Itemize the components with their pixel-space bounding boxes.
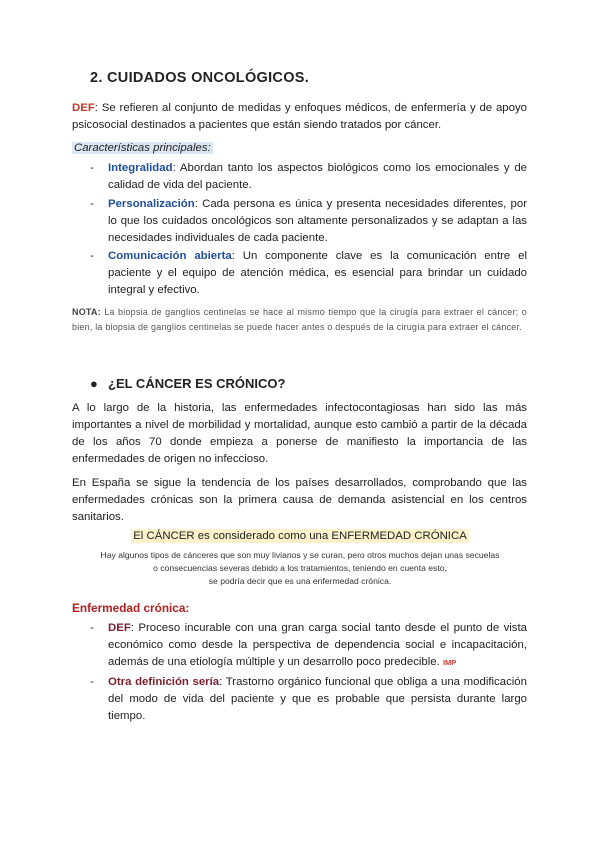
cronico-heading-text: ¿EL CÁNCER ES CRÓNICO? <box>108 376 286 391</box>
note-paragraph <box>72 305 527 334</box>
highlighted-statement <box>0 530 600 542</box>
list-item <box>90 196 527 247</box>
def-text: : Se refieren al conjunto de medidas y enfoques médicos, de enfermería y de apoyo psicosocial destinados a pacientes que están siendo tratados por cáncer. <box>72 102 527 131</box>
dash-marker: - <box>90 162 94 174</box>
note-label: NOTA: <box>72 307 101 317</box>
section-heading: 2. CUIDADOS ONCOLÓGICOS. <box>90 70 310 86</box>
spain-paragraph: En España se sigue la tendencia de los países desarrollados, comprobando que las enfermedades crónicas son la primera causa de demanda asistencial en los centros sanitarios. <box>72 477 527 523</box>
def-text: : Proceso incurable con una gran carga social tanto desde el punto de vista económico como desde la perspectiva de dependencia social e incapacitación, además de una etiología múltiple y un desarrollo poco predecible. <box>108 622 527 668</box>
dash-marker: - <box>90 676 94 688</box>
small-explanation <box>0 549 600 588</box>
list-item <box>90 248 527 299</box>
history-paragraph: A lo largo de la historia, las enfermedades infectocontagiosas han sido las más importantes a nivel de morbilidad y mortalidad, aunque esto cambió a partir de la década de los años 70 donde empieza a ponerse de manifiesto la importancia de las enfermedades de origen no infeccioso. <box>72 402 527 465</box>
list-item <box>90 620 527 671</box>
list-item <box>90 674 527 725</box>
otra-term: Otra definición sería <box>108 676 220 688</box>
enfermedad-heading: Enfermedad crónica: <box>72 601 190 615</box>
cronico-heading <box>90 376 285 391</box>
dash-marker: - <box>90 622 94 634</box>
otra-text: : Trastorno orgánico funcional que obliga a una modificación del modo de vida del paciente y que es probable que persista durante largo tiempo. <box>108 676 527 722</box>
item-text: : Cada persona es única y presenta necesidades diferentes, por lo que los cuidados oncológicos son altamente personalizados y se adaptan a las necesidades individuales de cada paciente. <box>108 198 527 244</box>
small-line: se podría decir que es una enfermedad crónica. <box>208 576 392 586</box>
item-term: Integralidad <box>108 162 173 174</box>
note-text: La biopsia de ganglios centinelas se hace al mismo tiempo que la cirugía para extraer el cáncer; o bien, la biopsia de ganglios centinelas se puede hacer antes o después de la cirugía para extraer el cáncer. <box>72 307 527 332</box>
dash-marker: - <box>90 250 94 262</box>
list-item <box>90 160 527 194</box>
subtitle: Características principales: <box>74 142 211 154</box>
imp-tag: IMP <box>442 658 457 667</box>
item-text: : Un componente clave es la comunicación entre el paciente y el equipo de atención médica, es esencial para brindar un cuidado integral y efectivo. <box>108 250 527 296</box>
definition-paragraph <box>72 100 527 134</box>
bullet-dot-icon: ● <box>90 376 98 391</box>
highlight-text: El CÁNCER es considerado como una ENFERMEDAD CRÓNICA <box>133 530 467 542</box>
item-term: Personalización <box>108 198 195 210</box>
dash-marker: - <box>90 198 94 210</box>
def-term: DEF <box>108 622 131 634</box>
small-line: Hay algunos tipos de cánceres que son muy livianos y se curan, pero otros muchos dejan unas secuelas <box>100 550 500 560</box>
def-label: DEF <box>72 102 95 114</box>
item-term: Comunicación abierta <box>108 250 232 262</box>
small-line: o consecuencias severas debido a los tratamientos, teniendo en cuenta esto, <box>153 563 447 573</box>
item-text: : Abordan tanto los aspectos biológicos como los emocionales y de calidad de vida del paciente. <box>108 162 527 191</box>
